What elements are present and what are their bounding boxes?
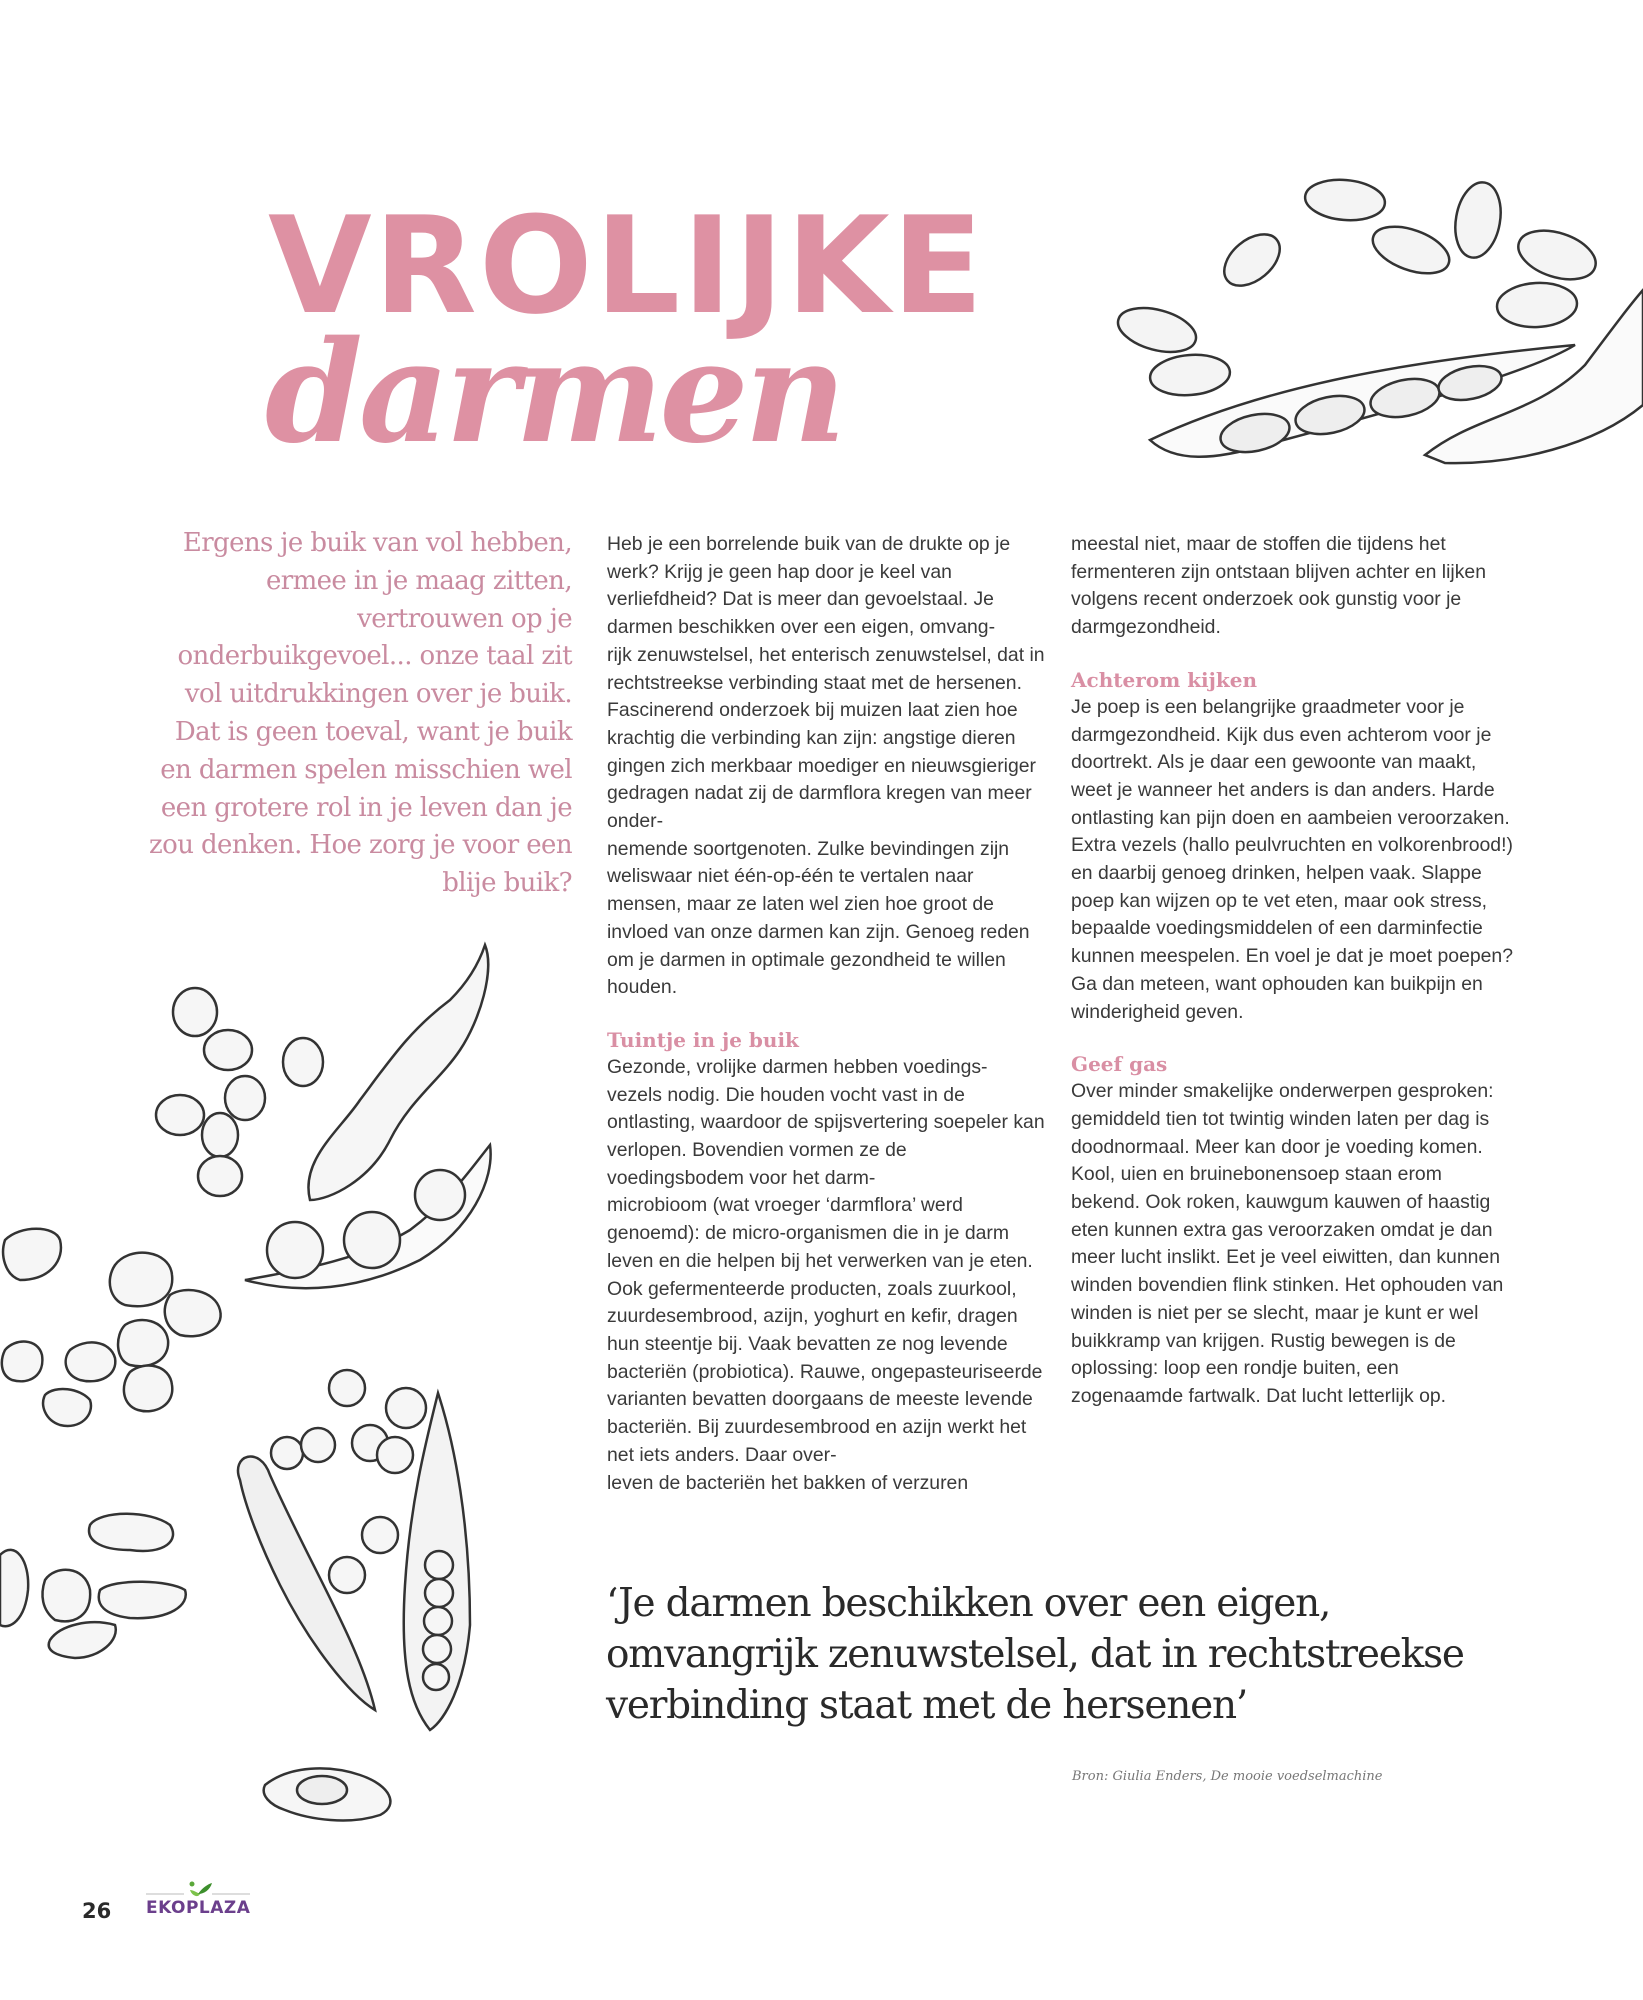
pull-quote: ‘Je darmen beschikken over een eigen, omvangrijk zenuwstelsel, dat in rechtstreekse verbinding staat met de hersenen’ <box>606 1581 1464 1728</box>
leaf-icon <box>146 1880 250 1900</box>
body-paragraph: meestal niet, maar de stoffen die tijdens het fermenteren zijn ontstaan blijven achter en lijken volgens recent onderzoek ook gunstig voor je darmgezondheid. <box>1071 533 1486 639</box>
body-paragraph: Over minder smakelijke onderwerpen gesproken: gemiddeld tien tot twintig winden laten per dag is doodnormaal. Meer kan door je voeding komen. Kool, uien en bruinebonensoep staan erom bekend. Ook roken, kauwgum kauwen of haastig eten kunnen extra gas veroorzaken omdat je dan meer lucht inslikt. Eet je veel eiwitten, dan kunnen winden bovendien flink stinken. Het ophouden van winden is niet per se slecht, maar je kunt er wel buikkramp van krijgen. Rustig bewegen is de oplossing: loop een rondje buiten, een zogenaamde fartwalk. Dat lucht letterlijk op. <box>1071 1080 1504 1407</box>
ekoplaza-logo <box>146 1880 250 1924</box>
section-heading-tuintje: Tuintje in je buik <box>607 1027 799 1052</box>
page-title: VROLIJKE <box>268 188 986 344</box>
page-title-script: darmen <box>265 311 843 475</box>
peapods-illustration <box>230 1365 580 1825</box>
section-heading-achterom: Achterom kijken <box>1071 667 1258 692</box>
brand-name: EKOPLAZA <box>146 1898 251 1918</box>
kidney-beans-illustration <box>1115 165 1643 475</box>
body-paragraph: Heb je een borrelende buik van de drukte op je werk? Krijg je geen hap door je keel van verliefdheid? Dat is meer dan gevoelstaal. Je darmen beschikken over een eigen, omvang- rijk zenuwstelsel, het enterisch zenuwstelsel, dat in rechtstreekse verbinding staat met de hersenen. Fascinerend onderzoek bij muizen laat zien hoe krachtig die verbinding kan zijn: angstige dieren gingen zich merkbaar moediger en nieuwsgieriger gedragen nadat zij de darmflora kregen van meer onder- nemende soortgenoten. Zulke bevindingen zijn weliswaar niet één-op-één te vertalen naar mensen, maar ze laten wel zien hoe groot de invloed van onze darmen kan zijn. Genoeg reden om je darmen in optimale gezondheid te willen houden. <box>607 533 1045 999</box>
body-paragraph: Gezonde, vrolijke darmen hebben voedings- vezels nodig. Die houden vocht vast in de ontlasting, waardoor de spijsvertering soepeler kan verlopen. Bovendien vormen ze de voedingsbodem voor het darm- microbioom (wat vroeger ‘darmflora’ werd genoemd): de micro-organismen die in je darm leven en die helpen bij het verwerken van je eten. Ook gefermenteerde producten, zoals zuurkool, zuurdesembrood, azijn, yoghurt en kefir, dragen hun steentje bij. Vaak bevatten ze nog levende bacteriën (probiotica). Rauwe, ongepasteuriseerde varianten bevatten doorgaans de meeste levende bacteriën. Bij zuurdesembrood en azijn werkt het net iets anders. Daar over- leven de bacteriën het bakken of verzuren <box>607 1055 1045 1494</box>
body-paragraph: Je poep is een belangrijke graadmeter voor je darmgezondheid. Kijk dus even achterom voor je doortrekt. Als je daar een gewoonte van maakt, weet je wanneer het anders is dan anders. Harde ontlasting kan pijn doen en aambeien veroorzaken. Extra vezels (hallo peulvruchten en volkorenbrood!) en daarbij genoeg drinken, helpen vaak. Slappe poep kan wijzen op te vet eten, maar ook stress, bepaalde voedingsmiddelen of een darminfectie kunnen meespelen. En voel je dat je moet poepen? Ga dan meteen, want ophouden kan buikpijn en winderigheid geven. <box>1071 695 1513 1023</box>
intro-text: Ergens je buik van vol hebben, ermee in je maag zitten, vertrouwen op je onderbuikgevoel... onze taal zit vol uitdrukkingen over je buik. Dat is geen toeval, want je buik en darmen spelen misschien wel een grotere rol in je leven dan je zou denken. Hoe zorg je voor een blije buik? <box>149 528 572 899</box>
chickpeas-illustration <box>0 1220 230 1660</box>
article-column-2 <box>1071 531 1516 1411</box>
source-credit: Bron: Giulia Enders, De mooie voedselmachine <box>1072 1769 1383 1784</box>
section-heading-geef-gas: Geef gas <box>1071 1052 1168 1077</box>
page-number: 26 <box>82 1899 112 1923</box>
article-column-1 <box>607 531 1047 1497</box>
